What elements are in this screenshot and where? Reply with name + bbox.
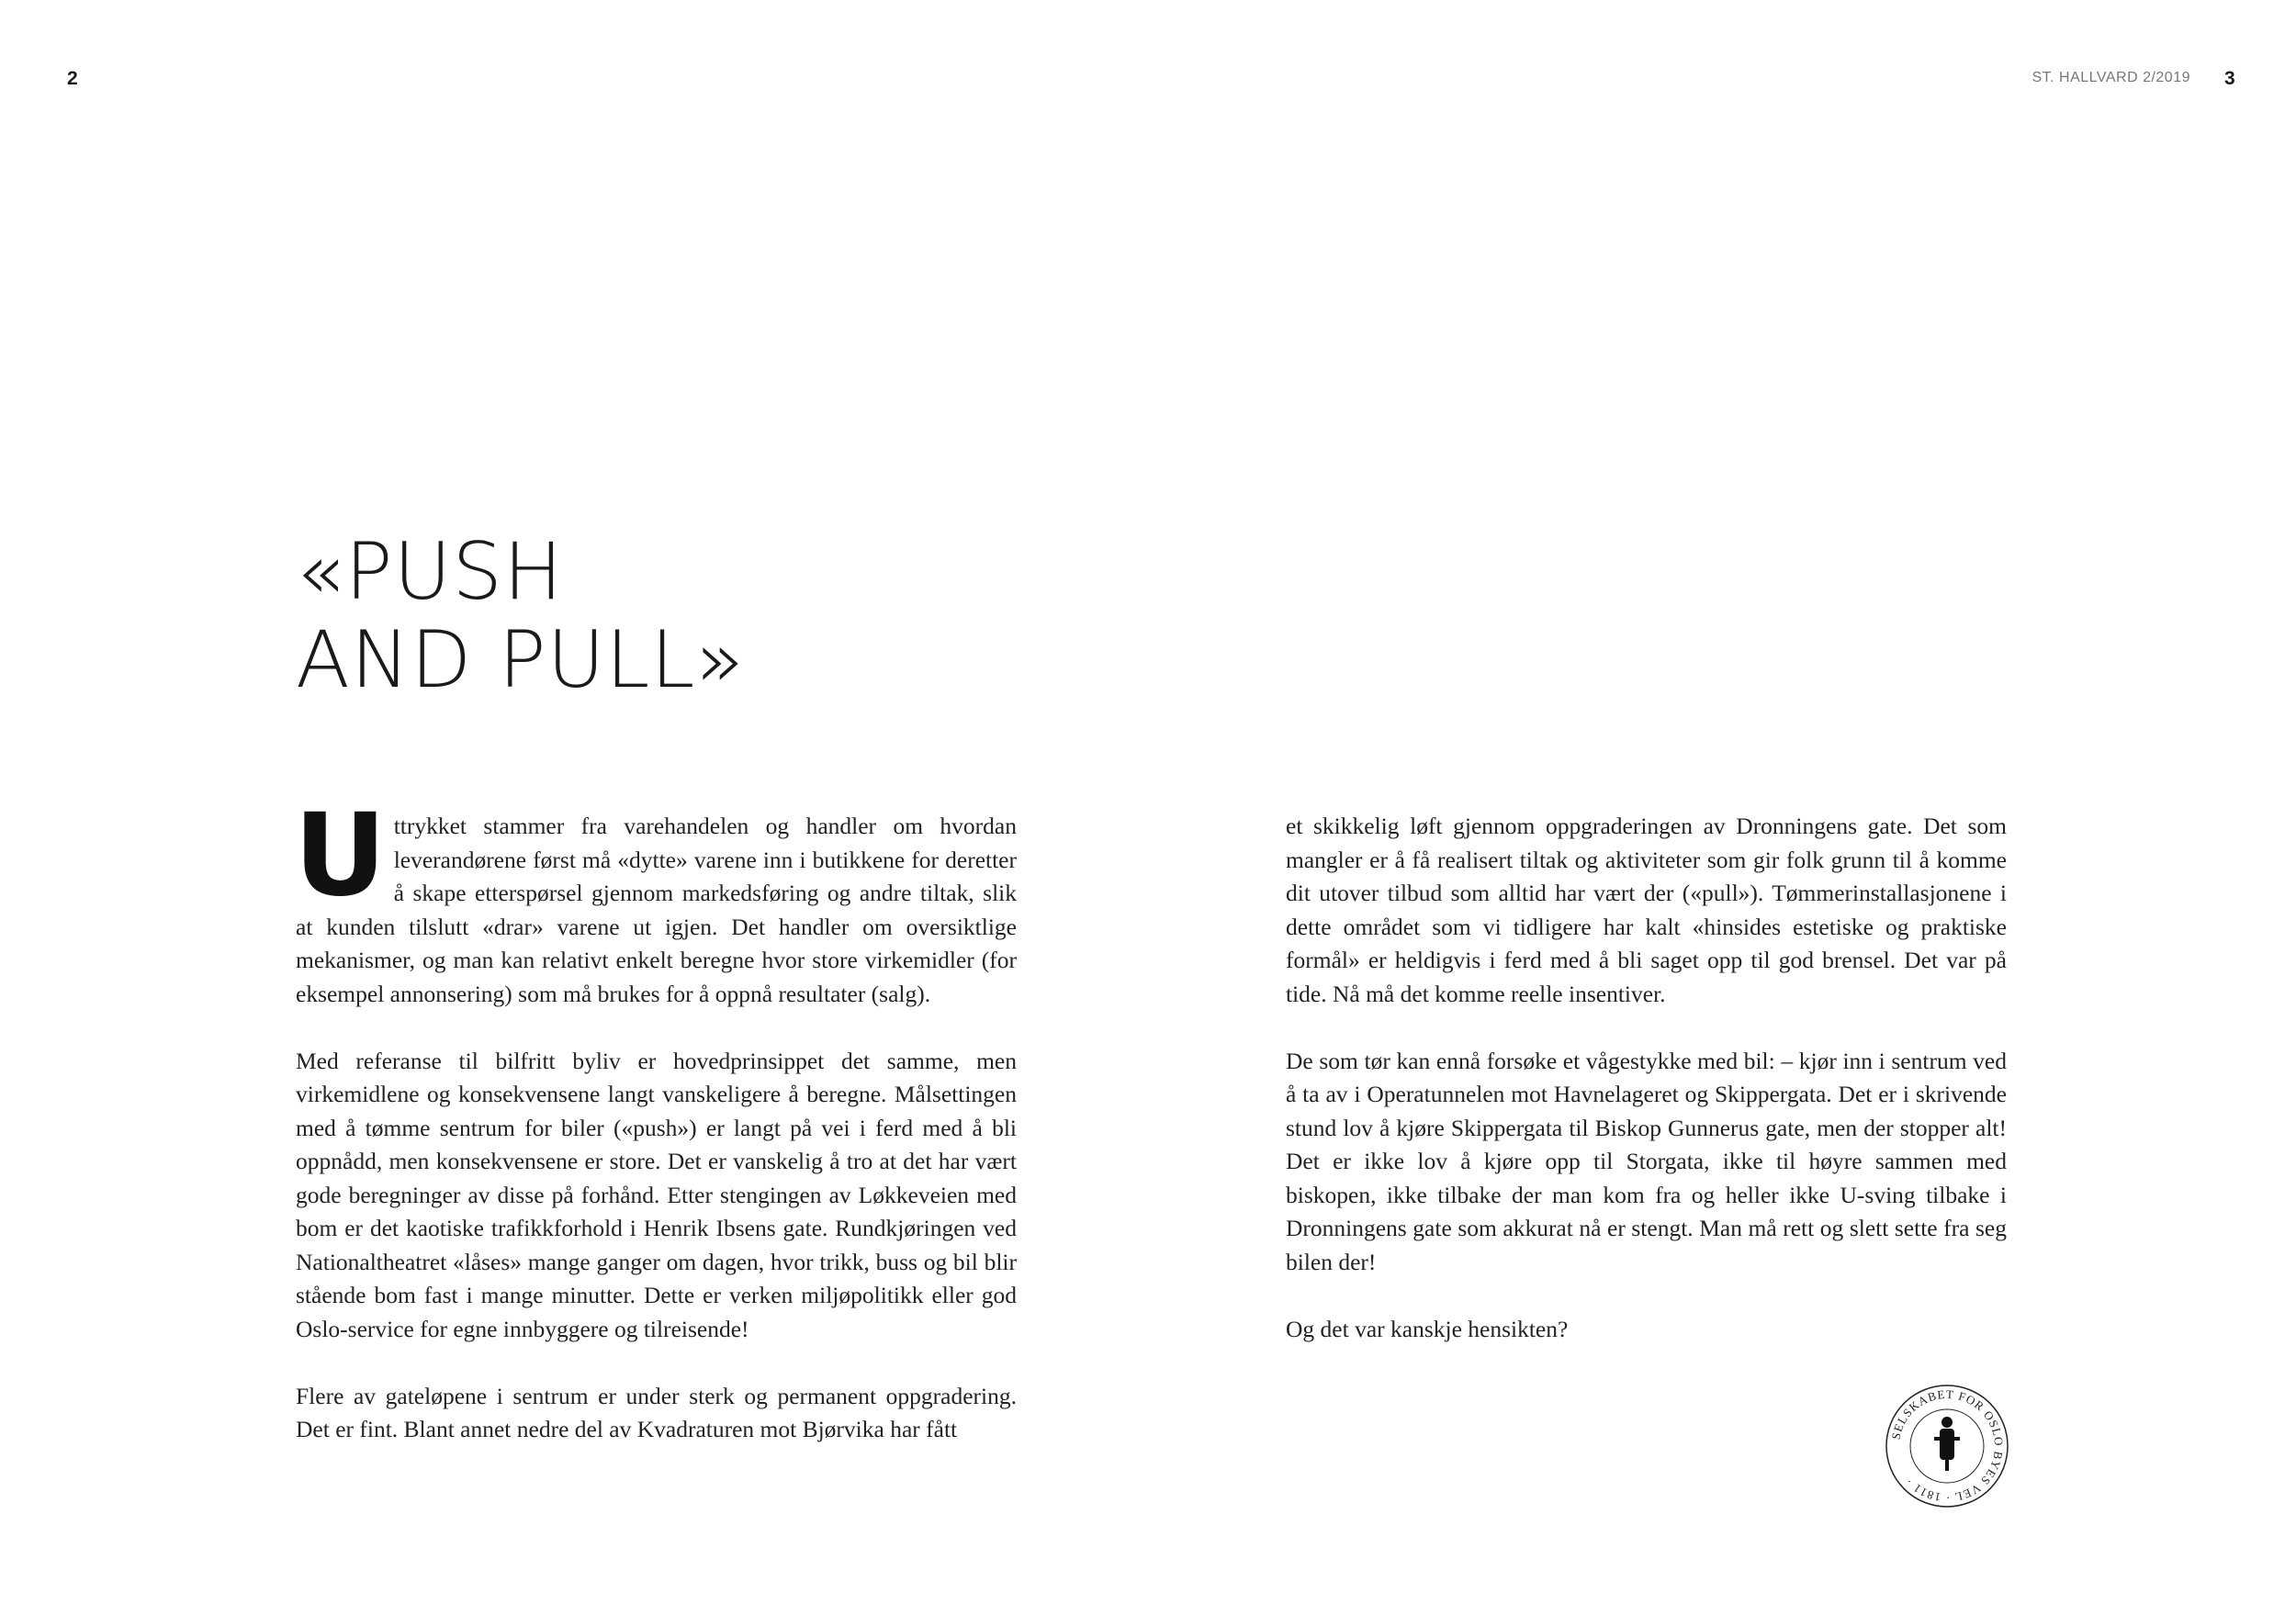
paragraph-6: Og det var kanskje hensikten? <box>1286 1315 1569 1342</box>
left-page-number: 2 <box>67 68 79 89</box>
paragraph-1-text: ttrykket stammer fra varehandelen og handler om hvordan leverandørene først må «dytte» varene inn i butikkene for deretter å skape etterspørsel gjennom markedsføring og andre tiltak, slik at kunden tilslutt «drar» varene ut igjen. Det handler om oversiktlige mekanismer, og man kan relativt enkelt beregne hvor store virkemidler (for eksempel annonsering) som må brukes for å oppnå resultater (salg). <box>296 813 1017 1007</box>
society-seal-icon <box>1883 1382 2011 1510</box>
left-column <box>294 790 1017 1480</box>
article-title <box>296 528 745 704</box>
saint-figure <box>1934 1417 1960 1471</box>
paragraph-2: Med referanse til bilfritt byliv er hovedprinsippet det samme, men virkemidlene og konsekvensene langt vanskeligere å beregne. Målsettingen med å tømme sentrum for biler («push») er langt på vei i ferd med å bli oppnådd, men konsekvensene er store. Det er vanskelig å tro at det har vært gode beregninger av disse på forhånd. Etter stengingen av Løkkeveien med bom er det kaotiske trafikkforhold i Henrik Ibsens gate. Rundkjøringen ved Nationaltheatret «låses» mange ganger om dagen, hvor trikk, buss og bil blir stående bom fast i mange minutter. Dette er verken miljøpolitikk eller god Oslo-service for egne innbyggere og tilreisende! <box>296 1047 1017 1342</box>
paragraph-5: De som tør kan ennå forsøke et vågestykke med bil: – kjør inn i sentrum ved å ta av i Operatunnelen mot Havnelageret og Skippergata. Det er i skrivende stund lov å kjøre Skippergata til Biskop Gunnerus gate, men der stopper alt! Det er ikke lov å kjøre opp til Storgata, ikke til høyre sammen med biskopen, ikke tilbake der man kom fra og heller ikke U-sving tilbake i Dronningens gate som akkurat nå er stengt. Man må rett og slett sette fra seg bilen der! <box>1286 1047 2007 1275</box>
seal-text: SELSKABET FOR OSLO BYES VEL · 1811 · <box>1888 1386 2007 1506</box>
paragraph-4: et skikkelig løft gjennom oppgraderingen av Dronningens gate. Det som mangler er å få realisert tiltak og aktiviteter som gir folk grunn til å komme dit utover tilbud som alltid har vært der («pull»). Tømmerinstallasjonene i dette området som vi tidligere har kalt «hinsides estetiske og praktiske formål» er heldigvis i ferd med å bli saget opp til god brensel. Det var på tide. Nå må det komme reelle insentiver. <box>1286 813 2007 1007</box>
paragraph-3: Flere av gateløpene i sentrum er under sterk og permanent oppgradering. Det er fint. Blant annet nedre del av Kvadraturen mot Bjørvika har fått <box>296 1382 1017 1442</box>
right-column <box>1286 810 2007 1380</box>
title-line-1: «PUSH <box>296 526 564 618</box>
running-head: ST. HALLVARD 2/2019 <box>2032 70 2190 85</box>
paragraph-1 <box>294 790 1017 1011</box>
right-page-number: 3 <box>2224 68 2236 89</box>
title-line-2: AND PULL» <box>296 614 745 706</box>
drop-cap: U <box>294 790 387 922</box>
